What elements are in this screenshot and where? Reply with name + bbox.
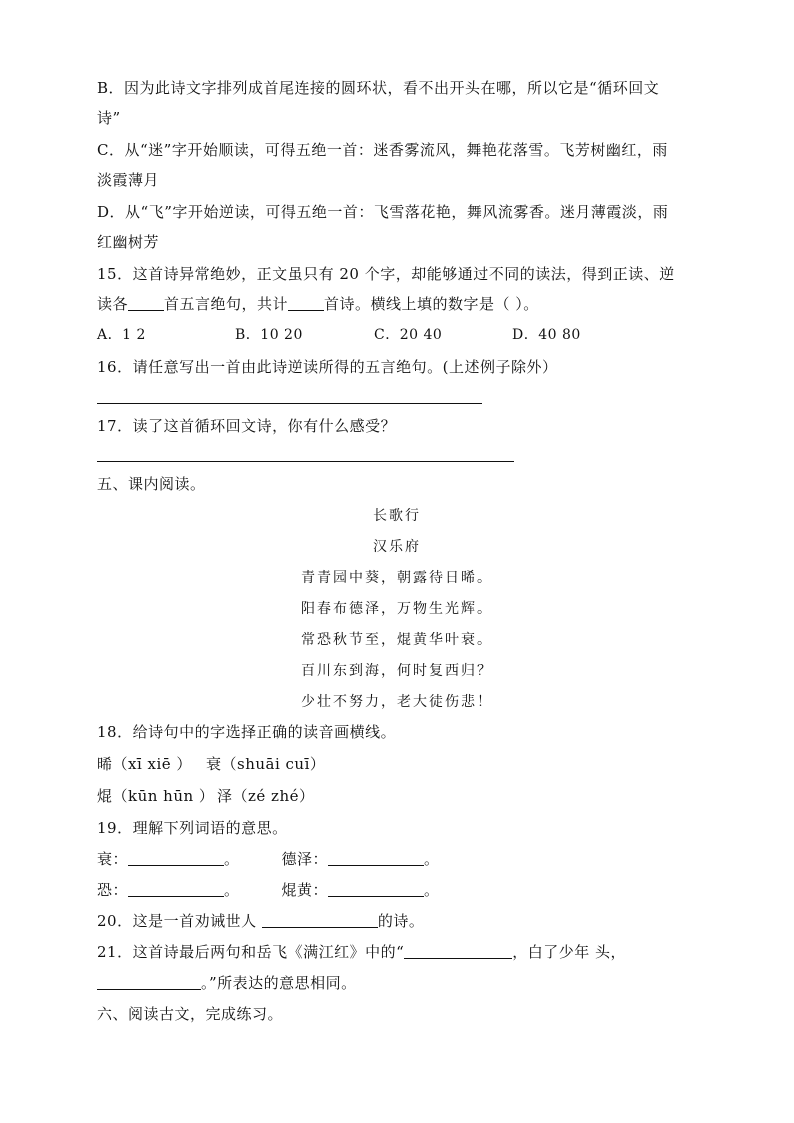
q15-question-line2: 读各 首五言绝句，共计 首诗。横线上填的数字是（ ）。 [97,295,539,313]
q14-option-b-line1: B．因为此诗文字排列成首尾连接的圆环状，看不出开头在哪，所以它是“循环回文 [97,79,660,97]
q15-options [97,325,581,345]
q19-blank-deze[interactable] [328,849,424,866]
section5-heading: 五、课内阅读。 [97,475,206,493]
q14-option-c-line2: 淡霞薄月 [97,171,160,189]
q17-question: 17．读了这首循环回文诗，你有什么感受？ [97,417,397,435]
q19-blank-shuai[interactable] [128,849,224,866]
q15-option-d[interactable]: D．40 80 [512,327,581,343]
q19-question: 19．理解下列词语的意思。 [97,819,288,837]
q19-blank-kunhuang[interactable] [328,880,424,897]
q21-blank-2[interactable] [97,973,201,990]
poem-line: 少壮不努力，老大徒伤悲！ [301,694,493,710]
q19-blank-kong[interactable] [128,880,224,897]
section6-heading: 六、阅读古文，完成练习。 [97,1005,284,1023]
q20-question: 20．这是一首劝诫世人 的诗。 [97,912,425,930]
poem-line: 常恐秋节至，焜黄华叶衰。 [301,632,493,648]
q18-item-xi[interactable]: 晞（xī xiē ） [97,755,192,773]
q18-row-1 [97,754,325,774]
q14-option-d-line2: 红幽树芳 [97,233,160,251]
poem-line: 百川东到海，何时复西归？ [301,663,493,679]
q15-option-a[interactable]: A．1 2 [97,327,146,343]
q15-option-b[interactable]: B．10 20 [235,327,303,343]
q14-option-b-line2: 诗” [97,109,121,127]
poem-line: 阳春布德泽，万物生光辉。 [301,601,493,617]
q18-item-kun[interactable]: 焜（kūn hūn ） [97,787,215,805]
q15-blank-2[interactable] [288,294,324,311]
q15-blank-1[interactable] [128,294,164,311]
q16-question: 16．请任意写出一首由此诗逆读所得的五言绝句。(上述例子除外） [97,358,558,376]
q16-answer-line[interactable] [97,403,482,404]
poem-title: 长歌行 [373,508,421,524]
poem-author: 汉乐府 [373,539,421,555]
q18-item-ze[interactable]: 泽（zé zhé） [217,787,315,805]
poem-line: 青青园中葵，朝露待日晞。 [301,570,493,586]
q18-item-shuai[interactable]: 衰（shuāi cuī） [206,755,326,773]
q14-option-d-line1: D．从“飞”字开始逆读，可得五绝一首：飞雪落花艳，舞风流雾香。迷月薄霞淡，雨 [97,203,669,221]
q18-row-2 [97,786,315,806]
q21-question-line1: 21．这首诗最后两句和岳飞《满江红》中的“ ，白了少年 头， [97,943,627,961]
q15-option-c[interactable]: C．20 40 [374,327,443,343]
q21-blank-1[interactable] [404,942,512,959]
q19-row-2: 恐： 。 焜黄： 。 [97,881,440,899]
q19-row-1: 衰： 。 德泽： 。 [97,850,440,868]
q21-question-line2: 。”所表达的意思相同。 [97,973,357,993]
q15-question-line1: 15．这首诗异常绝妙，正文虽只有 20 个字，却能够通过不同的读法，得到正读、逆 [97,265,675,283]
q18-question: 18．给诗句中的字选择正确的读音画横线。 [97,723,397,741]
q17-answer-line[interactable] [97,461,514,462]
q20-blank[interactable] [262,911,378,928]
q14-option-c-line1: C．从“迷”字开始顺读，可得五绝一首：迷香雾流风，舞艳花落雪。飞芳树幽红，雨 [97,141,668,159]
